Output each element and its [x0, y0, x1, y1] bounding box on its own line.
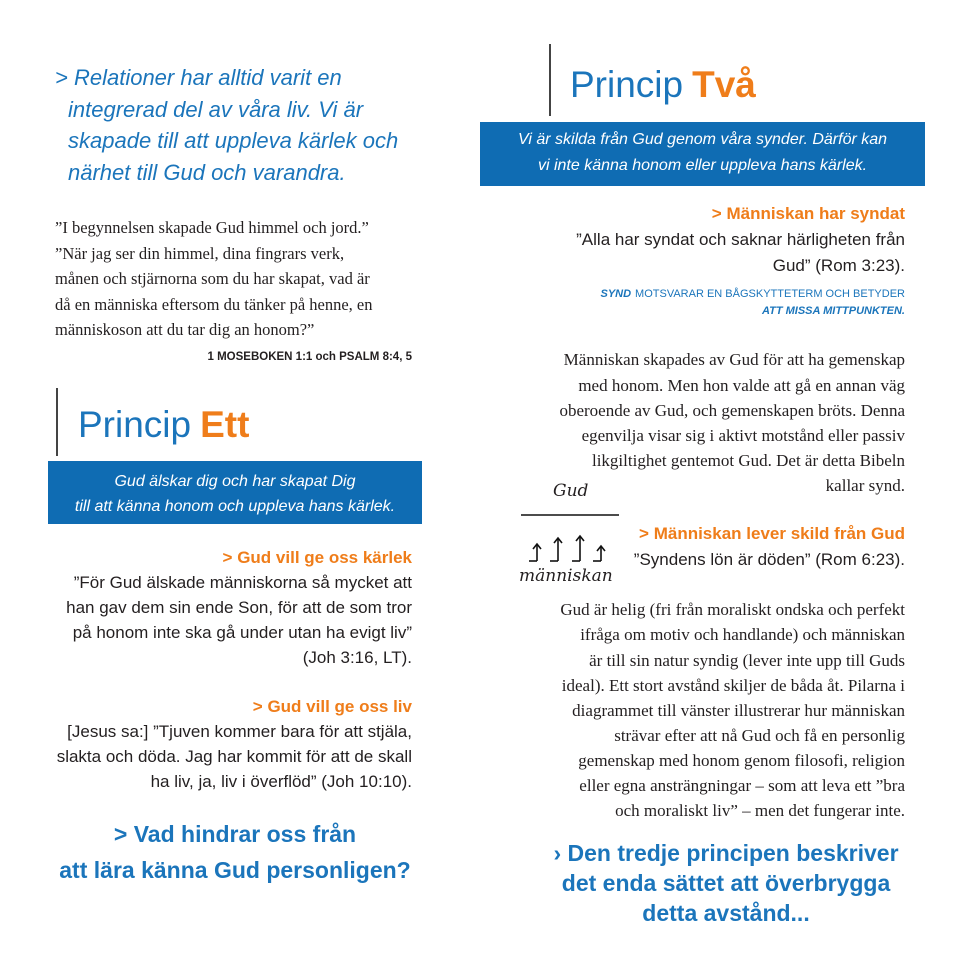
separated-section: [560, 521, 905, 573]
paragraph-line: Gud är helig (fri från moraliskt ondska och perfekt: [560, 600, 905, 620]
quote-line: månen och stjärnorna som du har skapat, vad är: [55, 269, 370, 288]
paragraph-line: eller egna ansträngningar – som att leva ett ”bra: [579, 776, 905, 796]
banner-line: till att känna honom och uppleva hans kärlek.: [74, 498, 396, 515]
intro-line: integrerad del av våra liv. Vi är: [68, 96, 364, 122]
closing-line: › Den tredje principen beskriver: [553, 840, 899, 866]
section-heading: > Människan lever skild från Gud: [639, 524, 905, 543]
principle-two-title: [570, 63, 756, 107]
paragraph-line: diagrammet till vänster illustrerar hur människan: [572, 700, 905, 720]
question-line: att lära känna Gud personligen?: [59, 857, 411, 883]
section-line: på honom inte ska gå under utan ha evigt liv”: [72, 622, 412, 642]
paragraph-line: gemenskap med honom genom filosofi, religion: [578, 750, 905, 770]
principle-two-divider: [549, 44, 551, 116]
intro-line: > Relationer har alltid varit en: [55, 65, 342, 90]
paragraph-sin: [530, 347, 905, 498]
note-emphasis: ATT MISSA MITTPUNKTEN.: [762, 304, 905, 317]
note-text: MOTSVARAR EN BÅGSKYTTETERM OCH BETYDER: [635, 287, 905, 300]
scripture-quote: [55, 215, 425, 343]
note-term: SYND: [600, 287, 632, 300]
question-heading: [40, 816, 430, 888]
paragraph-line: egenvilja visar sig i aktivt motstånd eller passiv: [581, 426, 905, 445]
section-heading: > Gud vill ge oss liv: [252, 696, 412, 716]
section-line: ha liv, ja, liv i överflöd” (Joh 10:10).: [150, 771, 412, 791]
diagram-label-god: Gud: [553, 481, 589, 501]
section-line: ”Syndens lön är döden” (Rom 6:23).: [633, 550, 905, 569]
arrow-icon: [529, 544, 541, 561]
principle-two-banner: [480, 122, 925, 186]
paragraph-line: och moraliskt liv” – men det fungerar inte.: [615, 801, 905, 821]
principle-one-title: [78, 403, 249, 447]
principle-word: Princip: [570, 64, 684, 105]
quote-line: ”I begynnelsen skapade Gud himmel och jord.”: [55, 218, 369, 237]
principle-word: Princip: [78, 404, 192, 445]
paragraph-line: Människan skapades av Gud för att ha gemenskap: [563, 350, 905, 370]
intro-line: närhet till Gud och varandra.: [68, 159, 346, 185]
diagram-label-human: människan: [519, 566, 613, 586]
section-line: ”Alla har syndat och saknar härligheten från: [576, 230, 905, 249]
quote-reference: 1 MOSEBOKEN 1:1 och PSALM 8:4, 5: [207, 351, 412, 363]
closing-heading: [526, 838, 926, 928]
section-line: [Jesus sa:] ”Tjuven kommer bara för att stjäla,: [67, 721, 412, 741]
sin-definition-note: [530, 286, 905, 320]
paragraph-line: likgiltighet gentemot Gud. Det är detta Bibeln: [591, 451, 905, 471]
paragraph-line: strävar efter att nå Gud och få en personlig: [614, 725, 905, 745]
principle-one-banner: [48, 461, 422, 524]
paragraph-separation: [530, 597, 905, 823]
closing-line: det enda sättet att överbrygga: [561, 870, 891, 896]
section-line: han gav dem sin ende Son, för att de som tror: [66, 597, 412, 617]
paragraph-line: kallar synd.: [825, 476, 905, 496]
intro-text: [55, 62, 435, 188]
love-section: [40, 545, 412, 670]
paragraph-line: med honom. Men hon valde att gå en annan väg: [578, 375, 905, 395]
section-line: Gud” (Rom 3:23).: [772, 256, 905, 275]
banner-line: Gud älskar dig och har skapat Dig: [114, 473, 356, 490]
section-line: slakta och döda. Jag har kommit för att de skall: [56, 746, 412, 766]
paragraph-line: är till sin natur syndig (lever inte upp till Guds: [589, 650, 905, 670]
quote-line: ”När jag ser din himmel, dina fingrars verk,: [55, 243, 345, 263]
banner-line: Vi är skilda från Gud genom våra synder. Därför kan: [517, 131, 888, 148]
paragraph-line: ideal). Ett stort avstånd skiljer de båda åt. Pilarna i: [561, 675, 905, 695]
section-heading: > Människan har syndat: [711, 204, 905, 223]
quote-line: människoson att du tar dig an honom?”: [55, 320, 315, 339]
note-line: [530, 286, 905, 303]
question-line: > Vad hindrar oss från: [113, 821, 357, 847]
banner-line: vi inte känna honom eller uppleva hans kärlek.: [537, 157, 868, 174]
paragraph-line: ifråga om motiv och handlande) och människan: [580, 625, 905, 645]
section-heading: > Gud vill ge oss kärlek: [222, 547, 412, 567]
quote-line: då en människa eftersom du tänker på henne, en: [55, 294, 373, 314]
principle-one-divider: [56, 388, 58, 456]
section-line: ”För Gud älskade människorna så mycket att: [73, 572, 412, 592]
principle-number: Två: [692, 64, 756, 105]
intro-line: skapade till att uppleva kärlek och: [68, 128, 399, 153]
paragraph-line: oberoende av Gud, och gemenskapen bröts. Denna: [559, 400, 905, 420]
closing-line: detta avstånd...: [642, 900, 810, 926]
sinned-section: [530, 201, 905, 279]
section-line: (Joh 3:16, LT).: [302, 647, 412, 667]
life-section: [40, 694, 412, 794]
principle-number: Ett: [200, 404, 250, 445]
